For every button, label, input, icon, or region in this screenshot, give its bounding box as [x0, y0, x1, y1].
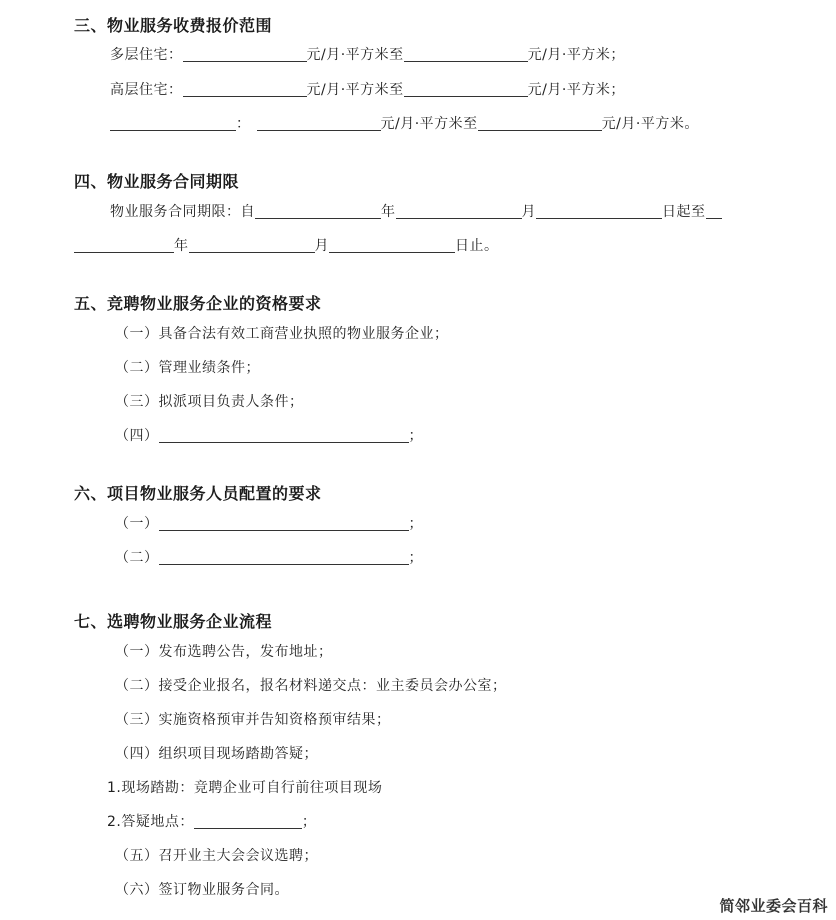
term-text: 月: [521, 204, 536, 220]
item-prefix: （四）: [115, 428, 159, 444]
blank-field[interactable]: [706, 204, 722, 219]
unit-text: 元/月·平方米；: [527, 47, 625, 63]
blank-field[interactable]: [159, 550, 409, 565]
process-subitem-2: [107, 812, 316, 832]
section-5-title: 五、竞聘物业服务企业的资格要求: [74, 294, 322, 313]
unit-text: 元/月·平方米；: [527, 82, 625, 98]
blank-field[interactable]: [159, 516, 409, 531]
semicolon-text: ；: [408, 428, 423, 444]
staffing-item-2: [115, 548, 423, 568]
process-subitem-1: 1.现场踏勘：竞聘企业可自行前往项目现场: [107, 780, 383, 796]
item-prefix: （一）: [115, 516, 159, 532]
blank-field[interactable]: [257, 116, 381, 131]
process-item-1: （一）发布选聘公告，发布地址；: [115, 644, 333, 660]
blank-field[interactable]: [404, 82, 528, 97]
semicolon-text: ；: [301, 814, 317, 830]
term-text: 年: [381, 204, 396, 220]
staffing-item-1: [115, 514, 423, 534]
blank-field[interactable]: [255, 204, 381, 219]
fee-row-highrise: [110, 80, 625, 100]
fee-row-multistorey: [110, 45, 625, 65]
fee-row-other: [110, 114, 699, 134]
watermark: 简邻业委会百科: [719, 897, 828, 915]
item-prefix: （二）: [115, 550, 159, 566]
semicolon-text: ；: [408, 550, 423, 566]
term-text: 日起至: [662, 204, 706, 220]
term-text: 月: [314, 238, 329, 254]
blank-field[interactable]: [159, 428, 409, 443]
process-item-6: （六）签订物业服务合同。: [115, 882, 289, 898]
fee-row-label: 高层住宅：: [110, 82, 183, 98]
blank-field[interactable]: [189, 238, 315, 253]
blank-field[interactable]: [478, 116, 602, 131]
qualification-item-3: （三）拟派项目负责人条件；: [115, 394, 304, 410]
semicolon-text: ；: [408, 516, 423, 532]
fee-row-label: 多层住宅：: [110, 47, 183, 63]
term-text: 年: [174, 238, 189, 254]
process-item-5: （五）召开业主大会会议选聘；: [115, 848, 318, 864]
qualification-item-4: [115, 426, 423, 446]
blank-field[interactable]: [110, 116, 236, 131]
blank-field[interactable]: [183, 47, 307, 62]
term-text: 日止。: [455, 238, 499, 254]
section-6-title: 六、项目物业服务人员配置的要求: [74, 484, 322, 503]
blank-field[interactable]: [404, 47, 528, 62]
unit-text: 元/月·平方米至: [380, 116, 478, 132]
blank-field[interactable]: [74, 238, 174, 253]
section-3-title: 三、物业服务收费报价范围: [74, 16, 273, 35]
blank-field[interactable]: [194, 814, 302, 829]
term-text: 物业服务合同期限：自: [110, 204, 255, 220]
contract-term-line-2: [74, 236, 499, 256]
blank-field[interactable]: [536, 204, 662, 219]
item-prefix: 2.答疑地点：: [107, 814, 194, 830]
blank-field[interactable]: [396, 204, 522, 219]
qualification-item-1: （一）具备合法有效工商营业执照的物业服务企业；: [115, 326, 449, 342]
blank-field[interactable]: [183, 82, 307, 97]
section-7-title: 七、选聘物业服务企业流程: [74, 612, 273, 631]
blank-field[interactable]: [329, 238, 455, 253]
unit-text: 元/月·平方米。: [601, 116, 699, 132]
unit-text: 元/月·平方米至: [306, 82, 404, 98]
qualification-item-2: （二）管理业绩条件；: [115, 360, 260, 376]
process-item-2: （二）接受企业报名，报名材料递交点：业主委员会办公室；: [115, 678, 507, 694]
colon-text: ：: [236, 116, 251, 132]
unit-text: 元/月·平方米至: [306, 47, 404, 63]
process-item-3: （三）实施资格预审并告知资格预审结果；: [115, 712, 391, 728]
process-item-4: （四）组织项目现场踏勘答疑；: [115, 746, 318, 762]
section-4-title: 四、物业服务合同期限: [74, 172, 240, 191]
contract-term-line-1: [110, 202, 722, 222]
